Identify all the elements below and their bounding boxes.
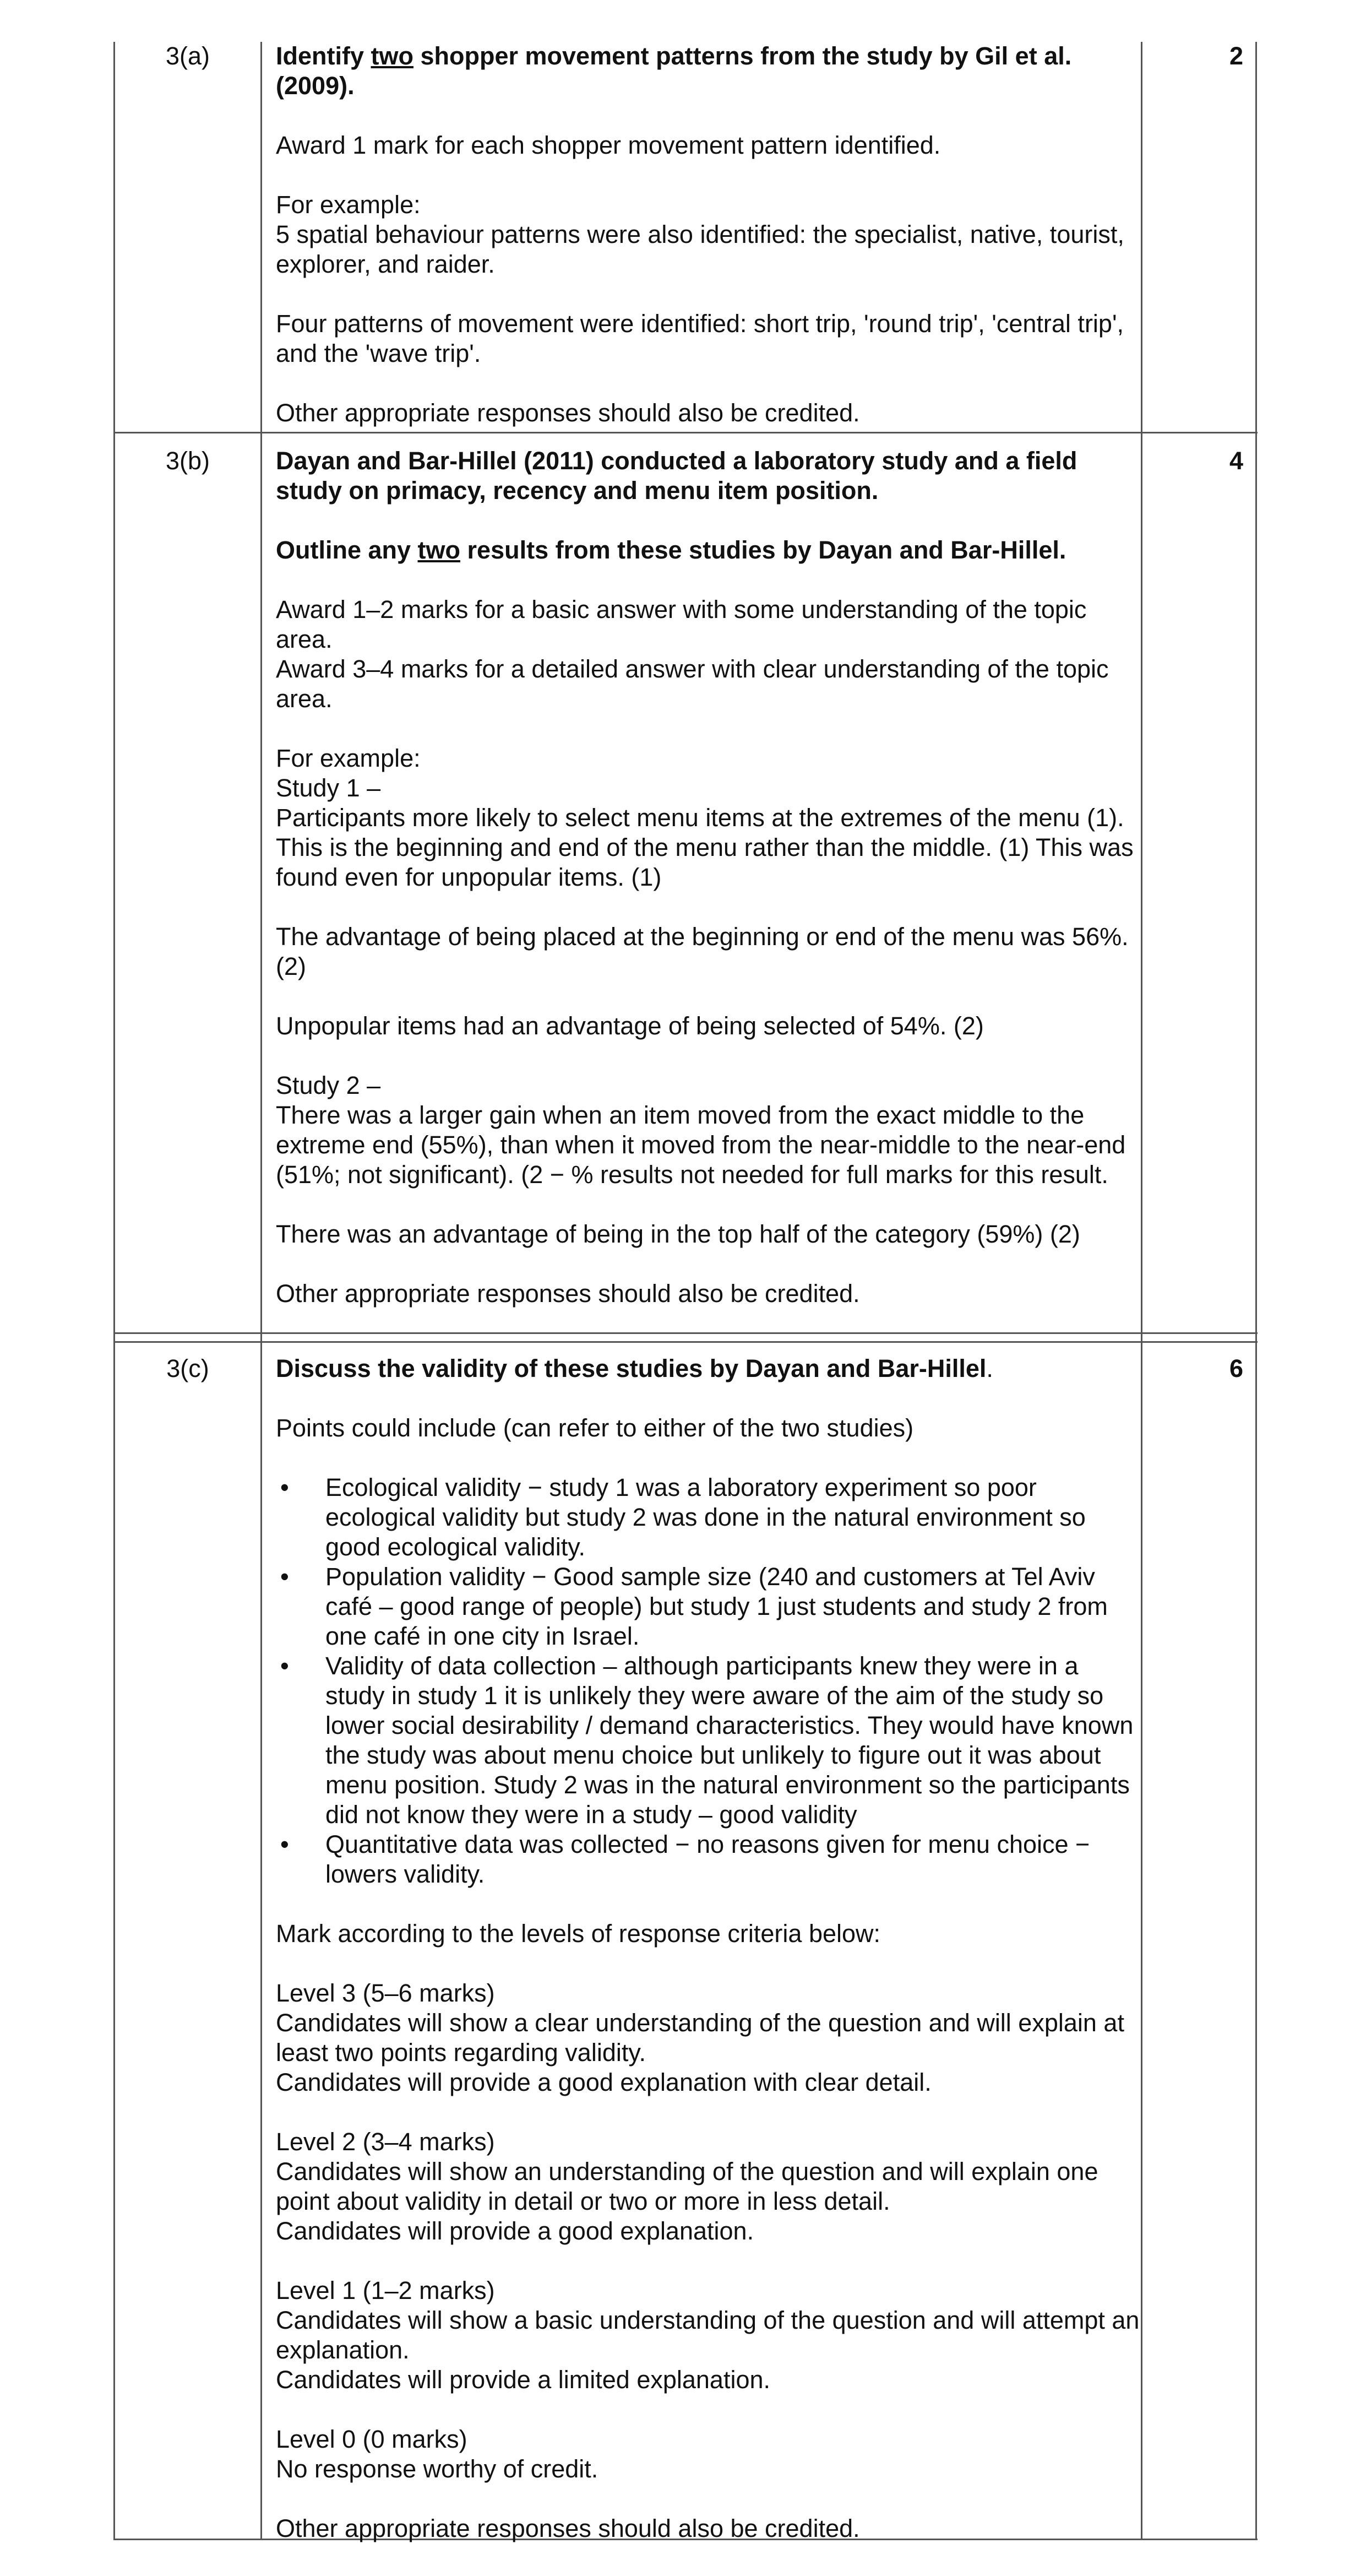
example-paragraph: The advantage of being placed at the beginning or end of the menu was 56%. (2) bbox=[276, 923, 1129, 980]
question-number: 3(c) bbox=[166, 1354, 209, 1382]
table-border-right bbox=[1255, 42, 1257, 2540]
level-1-criteria: Level 1 (1–2 marks) Candidates will show a basic understanding of the question and will attempt an explanation. Candidates will provide a limited explanation. bbox=[276, 2276, 1140, 2394]
table-divider-marks bbox=[1141, 42, 1142, 2540]
example-paragraph: For example: 5 spatial behaviour patterns were also identified: the specialist, native, tourist, explorer, and raider. bbox=[276, 191, 1124, 278]
example-paragraph: There was an advantage of being in the top half of the category (59%) (2) bbox=[276, 1220, 1080, 1248]
level-0-criteria: Level 0 (0 marks) No response worthy of credit. bbox=[276, 2425, 598, 2483]
credit-note: Other appropriate responses should also be credited. bbox=[276, 399, 860, 427]
mark-scheme-3b bbox=[276, 446, 1140, 1309]
example-paragraph: Study 2 – There was a larger gain when an item moved from the exact middle to the extreme end (55%), than when it moved from the near-middle to the near-end (51%; not significant). (2 − % results not needed for full marks for this result. bbox=[276, 1071, 1126, 1189]
question-number: 3(a) bbox=[165, 42, 210, 70]
level-2-criteria: Level 2 (3–4 marks) Candidates will show an understanding of the question and will explain one point about validity in detail or two or more in less detail. Candidates will provide a good explanation. bbox=[276, 2128, 1098, 2245]
bullet-icon: • bbox=[280, 1473, 289, 1501]
question-text: Discuss the validity of these studies by Dayan and Bar-Hillel. bbox=[276, 1354, 993, 1382]
question-intro: Dayan and Bar-Hillel (2011) conducted a laboratory study and a field study on primacy, recency and menu item position. bbox=[276, 447, 1077, 505]
criteria-intro: Mark according to the levels of response criteria below: bbox=[276, 1919, 881, 1948]
credit-note: Other appropriate responses should also be credited. bbox=[276, 2514, 860, 2542]
guidance-paragraph: Award 1–2 marks for a basic answer with some understanding of the topic area. Award 3–4 marks for a detailed answer with clear understanding of the topic area. bbox=[276, 595, 1109, 713]
list-item: • Quantitative data was collected − no reasons given for menu choice − lowers validity. bbox=[280, 1830, 1090, 1888]
guidance-paragraph: Award 1 mark for each shopper movement pattern identified. bbox=[276, 131, 941, 159]
bullet-icon: • bbox=[280, 1563, 289, 1591]
mark-scheme-3a bbox=[276, 41, 1140, 428]
list-item: • Validity of data collection – although participants knew they were in a study in study 1 it is unlikely they were aware of the aim of the study so lower social desirability / demand characteristics. They would have known the study was about menu choice but unlikely to figure out it was about menu position. Study 2 was in the natural environment so the participants did not know they were in a study – good validity bbox=[280, 1652, 1134, 1829]
example-paragraph: For example: Study 1 – Participants more likely to select menu items at the extremes of the menu (1). This is the beginning and end of the menu rather than the middle. (1) This was found even for unpopular items. (1) bbox=[276, 744, 1134, 891]
example-paragraph: Four patterns of movement were identified: short trip, 'round trip', 'central trip', and the 'wave trip'. bbox=[276, 310, 1124, 367]
table-divider-qno bbox=[260, 42, 262, 2540]
list-item: • Population validity − Good sample size (240 and customers at Tel Aviv café – good range of people) but study 1 just students and study 2 from one café in one city in Israel. bbox=[280, 1563, 1108, 1650]
row-divider-3a-3b bbox=[114, 432, 1258, 433]
question-number: 3(b) bbox=[165, 447, 210, 475]
validity-points-list bbox=[276, 1473, 1140, 1889]
row-divider-3b-3c-lower bbox=[114, 1341, 1258, 1343]
question-marks: 2 bbox=[1229, 42, 1243, 70]
table-border-left bbox=[113, 42, 115, 2540]
credit-note: Other appropriate responses should also be credited. bbox=[276, 1279, 860, 1308]
level-3-criteria: Level 3 (5–6 marks) Candidates will show a clear understanding of the question and will explain at least two points regarding validity. Candidates will provide a good explanation with clear detail. bbox=[276, 1979, 1124, 2096]
bullet-icon: • bbox=[280, 1652, 289, 1680]
question-marks: 6 bbox=[1229, 1354, 1243, 1382]
question-text: Identify two shopper movement patterns from the study by Gil et al. (2009). bbox=[276, 42, 1072, 100]
row-divider-3b-3c-upper bbox=[114, 1332, 1258, 1334]
question-text: Outline any two results from these studies by Dayan and Bar-Hillel. bbox=[276, 536, 1066, 564]
mark-scheme-3c bbox=[276, 1354, 1140, 2544]
example-paragraph: Unpopular items had an advantage of being selected of 54%. (2) bbox=[276, 1012, 984, 1040]
question-marks: 4 bbox=[1229, 447, 1243, 475]
list-item: • Ecological validity − study 1 was a laboratory experiment so poor ecological validity but study 2 was done in the natural environment so good ecological validity. bbox=[280, 1473, 1086, 1561]
bullet-icon: • bbox=[280, 1830, 289, 1858]
points-intro: Points could include (can refer to either of the two studies) bbox=[276, 1414, 914, 1442]
